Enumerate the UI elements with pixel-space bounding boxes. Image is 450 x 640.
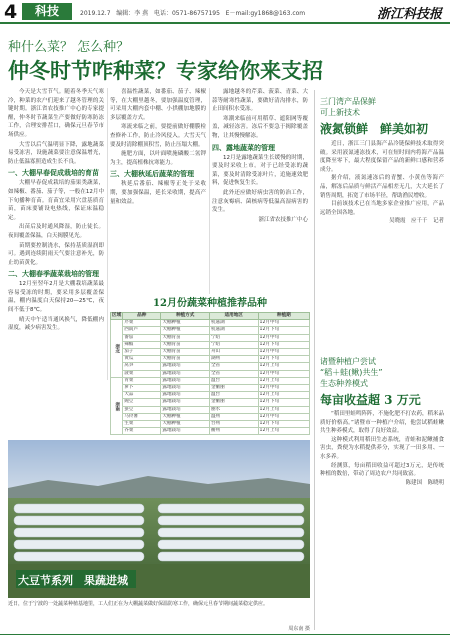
story1-headline: 液氮锁鲜 鲜美如初 bbox=[320, 122, 429, 136]
paper-name: 浙江科技报 bbox=[376, 7, 442, 22]
table-title: 12月份蔬菜种植推荐品种 bbox=[153, 298, 267, 309]
story2-headline: 每亩收益超 3 万元 bbox=[320, 393, 421, 407]
table-cell: 露地栽培 bbox=[161, 370, 210, 377]
table-cell: 舟山 bbox=[209, 349, 258, 356]
table-cell: 全省 bbox=[209, 363, 258, 370]
table-row bbox=[111, 320, 310, 327]
right-column-divider bbox=[314, 90, 315, 630]
lead-headline: 仲冬时节咋种菜？专家给你来支招 bbox=[8, 58, 323, 83]
table-row bbox=[111, 385, 310, 392]
section-label: 科技 bbox=[22, 3, 72, 20]
table-cell: 宁绍 bbox=[209, 341, 258, 348]
paragraph: 这种模式利用稻田生态系统，青蛙和泥鳅捕食害虫，粪便为水稻提供养分，实现了一田多用、一水多养。 bbox=[320, 436, 444, 460]
table-cell: 温台 bbox=[209, 392, 258, 399]
table-row bbox=[111, 421, 310, 428]
table-cell: 大棚种植 bbox=[161, 320, 210, 327]
table-cell: 金衢丽 bbox=[209, 385, 258, 392]
table-cell: 12月上旬 bbox=[258, 363, 309, 370]
table-cell: 宁绍 bbox=[209, 334, 258, 341]
table-header-row bbox=[111, 313, 310, 320]
issue-date: 2019.12.7 bbox=[80, 10, 111, 17]
table-cell: 12月中旬 bbox=[258, 413, 309, 420]
paragraph: 近日，浙江三门县海产品冷链保鲜技术取得突破。采用液氮速冻技术，可在短时间内将海产品温度降至零下，最大程度保留产品的新鲜口感和营养成分。 bbox=[320, 141, 444, 173]
column-header: 适用地区 bbox=[209, 313, 258, 320]
table-cell: 菠菜 bbox=[123, 370, 161, 377]
story1-byline: 吴晓霞 应千千 记者 bbox=[388, 218, 444, 225]
paragraph: 大雪以后气温明显下降，露地蔬菜易受冻害，设施蔬菜要注意保温增光，防止低温寡照造成生长不良。 bbox=[8, 141, 104, 165]
table-cell: 12月中旬 bbox=[258, 385, 309, 392]
paragraph: 12月至翌年2月是大棚栽培蔬菜最容易受冻的时期，要采用多层覆盖保温，棚内温度白天保持20—25℃，夜间不低于8℃。 bbox=[8, 281, 104, 314]
paragraph: 苗期要控制浇水，保持基质湿润即可。遇到连续阴雨天气要注意补光，防止幼苗黄化。 bbox=[8, 242, 104, 266]
paragraph: 经测算，每亩稻田收益可超过3万元，是传统种植的数倍，带动了周边农户共同致富。 bbox=[320, 462, 444, 478]
paragraph: 今天是大雪节气。随着冬季天气寒冷，种菜的农户们迎来了越冬管理的关键时期。浙江省农技推广中心的专家提醒，仲冬时节蔬菜生产要做好防寒防冻工作，合理安排茬口，确保元旦春节市场供应。 bbox=[8, 89, 104, 138]
paragraph: 寒潮来临前可用稻草、遮阳网等覆盖，减轻冻害。冻后不要急于揭除覆盖物，让其慢慢解冻。 bbox=[212, 115, 308, 139]
paragraph: 秋延后番茄、辣椒等正处于采收期，要加强保温，延长采收期，提高产量和效益。 bbox=[110, 181, 206, 205]
table-cell: 莴笋 bbox=[123, 363, 161, 370]
table-cell: 衢州 bbox=[209, 428, 258, 435]
table-cell: 12月中旬 bbox=[258, 320, 309, 327]
zone-cell: 浙南 bbox=[111, 377, 123, 435]
table-cell: 12月下旬 bbox=[258, 341, 309, 348]
phone: 电话：0571-86757195 bbox=[153, 10, 220, 17]
table-cell: 大棚育苗 bbox=[161, 334, 210, 341]
table-cell: 露地栽培 bbox=[161, 399, 210, 406]
table-body bbox=[111, 320, 310, 435]
table-cell: 12月下旬 bbox=[258, 421, 309, 428]
story2-kicker-2: “稻＋蛙(鳅)共生” bbox=[320, 368, 383, 377]
table-cell: 12月下旬 bbox=[258, 399, 309, 406]
page-number: 4 bbox=[4, 1, 18, 23]
column-header: 区域 bbox=[112, 313, 122, 318]
crop-table bbox=[110, 312, 310, 435]
table-row bbox=[111, 363, 310, 370]
column-divider bbox=[209, 88, 210, 294]
table-cell: 露地栽培 bbox=[161, 428, 210, 435]
table-row bbox=[111, 327, 310, 334]
zone-cell: 浙北 bbox=[111, 320, 123, 378]
editor: 编辑：李 燕 bbox=[116, 10, 149, 17]
table-cell: 露地栽培 bbox=[161, 385, 210, 392]
table-cell: 西葫芦 bbox=[123, 327, 161, 334]
column-header: 种植方式 bbox=[161, 313, 210, 320]
email: E－mail:gy1868@163.com bbox=[225, 10, 306, 17]
paragraph: 出苗后及时通风降湿，防止徒长。夜间覆盖保温，白天揭膜见光。 bbox=[8, 224, 104, 239]
table-cell: 豌豆 bbox=[123, 399, 161, 406]
table-cell: 杭嘉湖 bbox=[209, 327, 258, 334]
subheading: 三、大棚秋延后蔬菜的管理 bbox=[110, 169, 194, 179]
table-cell: 露地栽培 bbox=[161, 377, 210, 384]
footer-rule bbox=[0, 634, 450, 640]
paragraph: 晴天中午适当通风换气，降低棚内湿度，减少病害发生。 bbox=[8, 316, 104, 332]
paragraph: “稻田里蛙鸣阵阵，不施化肥不打农药，稻米品质好价格高。”诸暨市一种植户介绍，他尝试稻蛙鳅共生种养模式，取得了良好效益。 bbox=[320, 411, 444, 435]
subheading: 一、大棚早春促成栽培的育苗 bbox=[8, 168, 99, 178]
table-cell: 12月下旬 bbox=[258, 356, 309, 363]
story2-body bbox=[320, 410, 444, 632]
table-row bbox=[111, 406, 310, 413]
table-cell: 12月中旬 bbox=[258, 370, 309, 377]
story2-byline: 陈建国 陈晓明 bbox=[405, 479, 444, 486]
table-cell: 露地栽培 bbox=[161, 406, 210, 413]
table-cell: 12月上旬 bbox=[258, 406, 309, 413]
paragraph: 大棚早春促成栽培的茄果类蔬菜，如辣椒、番茄、茄子等，一般在12月中下旬播种育苗。育苗宜采用穴盘基质育苗，苗床要铺设电热线，保证床温稳定。 bbox=[8, 180, 104, 221]
table-row bbox=[111, 370, 310, 377]
table-cell: 12月上旬 bbox=[258, 428, 309, 435]
table-cell: 蚕豆 bbox=[123, 406, 161, 413]
subheading: 二、大棚春季蔬菜栽培的管理 bbox=[8, 269, 99, 279]
paragraph: 寒流来临之前，要提前做好棚膜检查修补工作，防止冷风侵入。大雪天气要及时清除棚顶积雪，防止压塌大棚。 bbox=[110, 124, 206, 148]
lead-author: 浙江省农技推广中心 bbox=[258, 216, 308, 223]
table-cell: 青菜 bbox=[123, 377, 161, 384]
table-row bbox=[111, 349, 310, 356]
table-cell: 12月上旬 bbox=[258, 392, 309, 399]
table-cell: 12月下旬 bbox=[258, 327, 309, 334]
table-row bbox=[111, 399, 310, 406]
lead-column-1 bbox=[8, 88, 104, 380]
table-cell: 12月中旬 bbox=[258, 334, 309, 341]
lead-kicker: 种什么菜？ 怎么种？ bbox=[8, 40, 130, 55]
subheading: 四、露地蔬菜的管理 bbox=[212, 142, 275, 152]
photo-caption: 近日，位于宁波的一处蔬菜种植基地里，工人们正在为大棚蔬菜做好保温防寒工作，确保元旦春节期间蔬菜稳定供应。 bbox=[8, 601, 269, 607]
story1-kicker-1: 三门湾产品保鲜 bbox=[320, 97, 376, 106]
lead-column-3 bbox=[212, 88, 308, 294]
table-cell: 露地栽培 bbox=[161, 392, 210, 399]
story1-kicker-2: 可上新技术 bbox=[320, 108, 360, 117]
table-row bbox=[111, 341, 310, 348]
table-row bbox=[111, 428, 310, 435]
table-cell: 大棚育苗 bbox=[161, 356, 210, 363]
story2-kicker-1: 诸暨种植户尝试 bbox=[320, 357, 376, 366]
table-cell: 黄瓜 bbox=[123, 356, 161, 363]
table-row bbox=[111, 413, 310, 420]
table-row bbox=[111, 392, 310, 399]
table-cell: 大蒜 bbox=[123, 392, 161, 399]
table-row bbox=[111, 334, 310, 341]
table-cell: 番茄 bbox=[123, 334, 161, 341]
lead-column-2 bbox=[110, 88, 206, 294]
table-cell: 12月上旬 bbox=[258, 377, 309, 384]
table-cell: 温台 bbox=[209, 377, 258, 384]
table-cell: 露地栽培 bbox=[161, 363, 210, 370]
paragraph: 此外还应做好病虫害的防治工作，注意灰霉病、菌核病等低温高湿病害的发生。 bbox=[212, 189, 308, 214]
table-cell: 萝卜 bbox=[123, 385, 161, 392]
table-cell: 全省 bbox=[209, 370, 258, 377]
column-divider bbox=[107, 88, 108, 380]
table-cell: 辣椒 bbox=[123, 341, 161, 348]
table-row bbox=[111, 377, 310, 384]
story1-body bbox=[320, 140, 444, 350]
table-cell: 芹菜 bbox=[123, 320, 161, 327]
photo-banner: 大豆节系列 果蔬进城 bbox=[18, 574, 128, 587]
table-cell: 大棚育苗 bbox=[161, 341, 210, 348]
table-cell: 大棚种植 bbox=[161, 327, 210, 334]
photographer: 周东南 摄 bbox=[288, 626, 310, 632]
paragraph: 12月是露地蔬菜生长缓慢的时期，要及时采收上市。对于已经受冻的蔬菜，要及时清除受冻叶片，追施速效肥料，促进恢复生长。 bbox=[212, 154, 308, 187]
paragraph: 露地越冬的芹菜、菠菜、青菜、大蒜等耐寒性蔬菜，要做好清沟排水，防止田间积水受冻。 bbox=[212, 89, 308, 113]
table-cell: 生菜 bbox=[123, 421, 161, 428]
table-cell: 湖州 bbox=[209, 356, 258, 363]
farm-photo bbox=[8, 440, 310, 598]
paragraph: 据介绍，液氮速冻后的青蟹、小黄鱼等海产品，解冻后品质与鲜活产品相差无几，大大延长了销售周期，拓宽了市场半径，帮助渔民增收。 bbox=[320, 175, 444, 199]
paragraph: 喜温性蔬菜，如番茄、茄子、辣椒等，在大棚里越冬，要加强温度管理，可采用大棚内套中棚、小拱棚加地膜的多层覆盖方式。 bbox=[110, 89, 206, 121]
paragraph: 施肥方面，以叶面喷施磷酸二氢钾为主，提高植株抗寒能力。 bbox=[110, 151, 206, 166]
table-cell: 温州 bbox=[209, 413, 258, 420]
table-cell: 丽水 bbox=[209, 406, 258, 413]
masthead-meta bbox=[80, 8, 305, 17]
table-cell: 大棚育苗 bbox=[161, 349, 210, 356]
story2-kicker-3: 生态种养模式 bbox=[320, 379, 368, 388]
recommended-varieties-table bbox=[110, 296, 310, 435]
table-row bbox=[111, 356, 310, 363]
table-cell: 金衢丽 bbox=[209, 399, 258, 406]
table-cell: 大棚种植 bbox=[161, 421, 210, 428]
table-cell: 芥菜 bbox=[123, 428, 161, 435]
table-cell: 大棚种植 bbox=[161, 413, 210, 420]
table-cell: 12月中旬 bbox=[258, 349, 309, 356]
table-cell: 台州 bbox=[209, 421, 258, 428]
column-header: 品种 bbox=[123, 313, 161, 320]
masthead bbox=[0, 0, 450, 24]
table-cell: 马铃薯 bbox=[123, 413, 161, 420]
paragraph: 目前该技术已在当地多家企业推广应用，产品远销全国各地。 bbox=[320, 201, 444, 216]
column-header: 种植期 bbox=[258, 313, 309, 320]
table-cell: 杭嘉湖 bbox=[209, 320, 258, 327]
table-cell: 茄子 bbox=[123, 349, 161, 356]
